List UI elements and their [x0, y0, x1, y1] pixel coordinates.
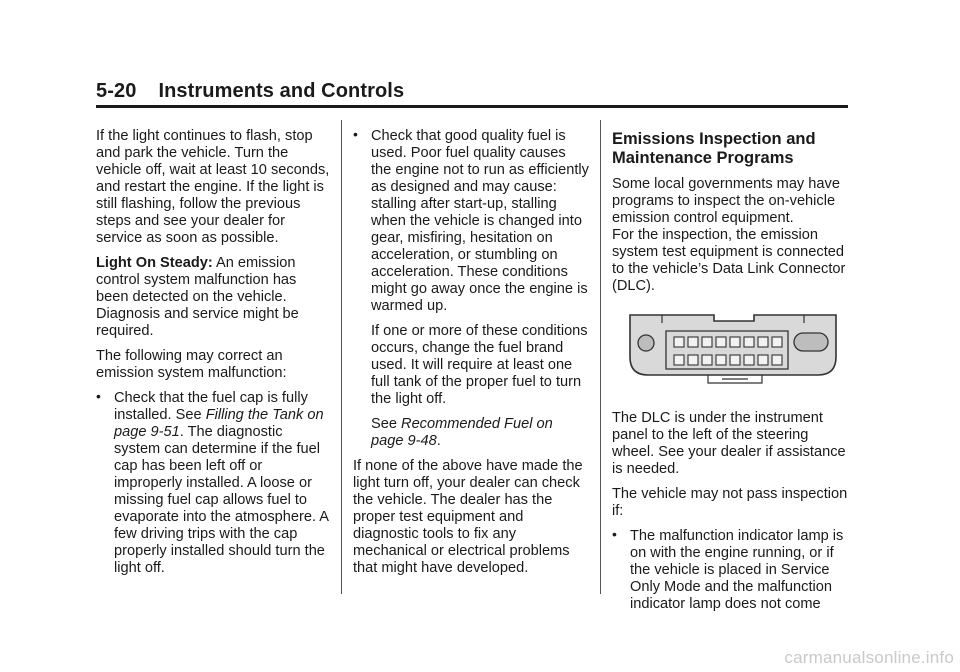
page-number: 5-20 — [96, 80, 137, 102]
section-title: Emissions Inspection and Maintenance Programs — [612, 130, 816, 167]
column-3 — [612, 128, 852, 621]
watermark: carmanualsonline.info — [784, 648, 954, 667]
link-recommended-fuel[interactable]: Recommended Fuel on page 9-48 — [371, 416, 553, 449]
paragraph-change-brand: If one or more of these conditions occurs, change the fuel brand used. It will require at least one full tank of the proper fuel to turn the light off. — [371, 323, 588, 407]
bullet-glyph: • — [96, 388, 101, 404]
bullet-glyph: • — [612, 526, 617, 542]
bullet-fuel-cap — [96, 390, 331, 577]
see-text: See — [371, 416, 402, 432]
bullet-fuel-quality-text: Check that good quality fuel is used. Poor fuel quality causes the engine not to run as efficiently as designed and may cause: stalling after start-up, stalling when the vehicle is changed into gear, misfiring, hesitation on acceleration, or stumbling on acceleration. These conditions might go away once the engine is warmed up. — [371, 128, 589, 314]
page-header — [96, 80, 404, 103]
bullet-fuel-cap-text-2: . The diagnostic system can determine if the fuel cap has been left off or improperly installed. A loose or missing fuel cap allows fuel to evaporate into the atmosphere. A few driving trips with the cap properly installed should turn the light off. — [114, 424, 329, 576]
paragraph-inspection: For the inspection, the emission system test equipment is connected to the vehicle’s Data Link Connector (DLC). — [612, 227, 846, 294]
link-filling-tank[interactable]: Filling the Tank on page 9-51 — [114, 407, 324, 440]
bullet-mil — [612, 528, 852, 613]
paragraph-dealer: If none of the above have made the light turn off, your dealer can check the vehicle. The dealer has the proper test equipment and diagnostic tools to fix any mechanical or electrical problems that might have developed. — [353, 458, 583, 576]
paragraph-programs: Some local governments may have programs to inspect the on-vehicle emission control equipment. — [612, 176, 840, 226]
column-divider-1 — [341, 120, 342, 594]
period-text: . — [436, 433, 441, 449]
paragraph-dlc-location: The DLC is under the instrument panel to the left of the steering wheel. See your dealer if assistance is needed. — [612, 410, 846, 477]
dlc-connector-illustration — [622, 309, 844, 391]
column-1 — [96, 128, 331, 585]
bullet-mil-text: The malfunction indicator lamp is on with the engine running, or if the vehicle is placed in Service Only Mode and the malfunction indicator lamp does not come — [630, 528, 844, 612]
steady-text: An emission control system malfunction has been detected on the vehicle. Diagnosis and service might be required. — [96, 255, 299, 339]
header-rule — [96, 105, 848, 108]
bullet-fuel-cap-text: Check that the fuel cap is fully installed. See — [114, 390, 308, 423]
column-divider-2 — [600, 120, 601, 594]
paragraph-steady — [96, 255, 331, 340]
column-2 — [353, 128, 589, 585]
paragraph-correct: The following may correct an emission system malfunction: — [96, 348, 287, 381]
paragraph-may-not-pass: The vehicle may not pass inspection if: — [612, 486, 848, 519]
steady-label: Light On Steady: — [96, 255, 213, 271]
chapter-title: Instruments and Controls — [158, 80, 405, 102]
paragraph-see-fuel — [353, 416, 589, 450]
paragraph-flash: If the light continues to flash, stop and park the vehicle. Turn the vehicle off, wait at least 10 seconds, and restart the engine. If the light is still flashing, follow the previous steps and see your dealer for service as soon as possible. — [96, 128, 330, 246]
bullet-fuel-quality — [353, 128, 589, 315]
bullet-glyph: • — [353, 126, 358, 142]
